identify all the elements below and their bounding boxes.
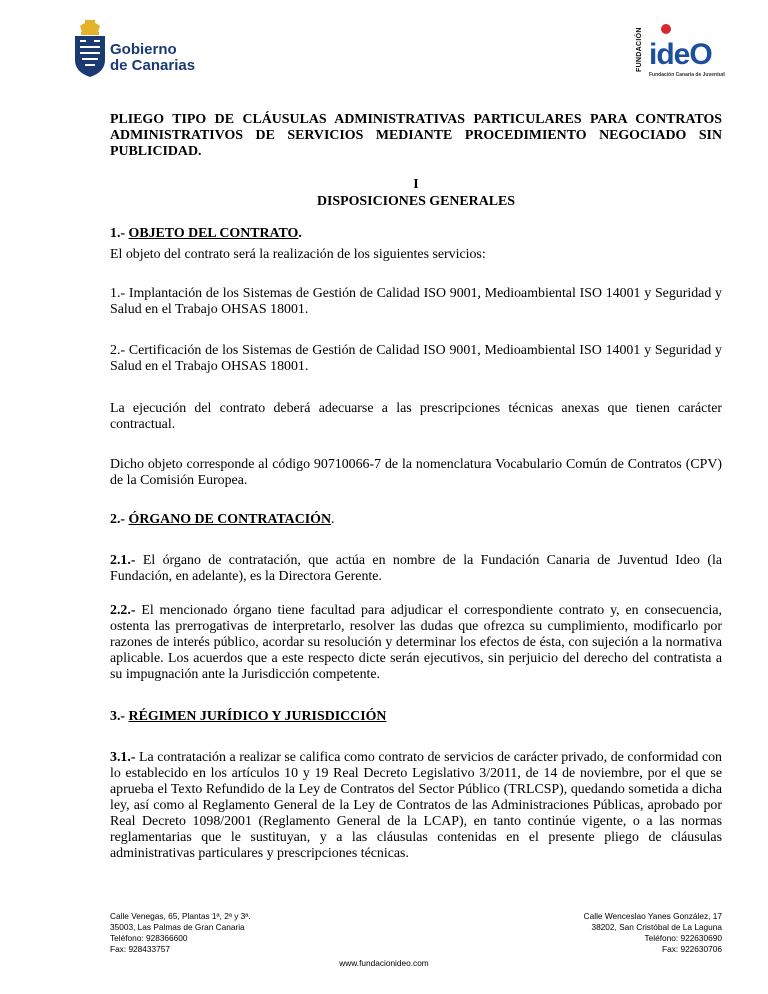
paragraph-2-1 bbox=[110, 553, 722, 585]
ideo-subtitle: Fundación Canaria de Juventud bbox=[649, 72, 725, 78]
document-title: PLIEGO TIPO DE CLÁUSULAS ADMINISTRATIVAS PARTICULARES PARA CONTRATOS ADMINISTRATIVOS DE SERVICIOS MEDIANTE PROCEDIMIENTO NEGOCIADO SIN PUBLICIDAD. bbox=[110, 112, 722, 159]
paragraph-2-2 bbox=[110, 603, 722, 683]
fundacion-ideo-logo bbox=[636, 20, 725, 80]
heading-organo-title: ÓRGANO DE CONTRATACIÓN bbox=[128, 512, 331, 527]
heading-objeto bbox=[110, 226, 722, 242]
gobierno-logo-text bbox=[110, 42, 195, 74]
paragraph-2-1-number: 2.1.- bbox=[110, 553, 136, 568]
heading-organo bbox=[110, 512, 722, 528]
heading-regimen bbox=[110, 709, 722, 725]
paragraph-3-1-text: La contratación a realizar se califica como contrato de servicios de carácter privado, de conformidad con lo establecido en los artículos 10 y 19 Real Decreto Legislativo 3/2011, de 14 de noviembre, por el que se aprueba el Texto Refundido de la Ley de Contratos del Sector Público (TRLCSP), quedando sometida a dicha ley, así como al Reglamento General de la Ley de Contratos de las Administraciones Públicas, aprobado por Real Decreto 1098/2001 (Reglamento General de la LCAP), en tanto continúe vigente, o a las normas reglamentarias que le sustituyan, y a las cláusulas contenidas en el presente pliego de cláusulas administrativas particulares y prescripciones técnicas. bbox=[110, 750, 722, 861]
heading-regimen-title: RÉGIMEN JURÍDICO Y JURISDICCIÓN bbox=[128, 709, 387, 724]
footer-right-line: Teléfono: 922630690 bbox=[644, 933, 722, 943]
section-number: I bbox=[413, 177, 419, 192]
gobierno-line2: de Canarias bbox=[110, 57, 196, 74]
section-title: DISPOSICIONES GENERALES bbox=[316, 194, 515, 209]
fundacion-vertical-text: FUNDACIÓN bbox=[636, 27, 643, 72]
footer-left-line: Calle Venegas, 65, Plantas 1ª, 2ª y 3ª. bbox=[110, 911, 251, 921]
paragraph-implantacion: 1.- Implantación de los Sistemas de Gestión de Calidad ISO 9001, Medioambiental ISO 14001 y Seguridad y Salud en el Trabajo OHSAS 18001. bbox=[110, 286, 722, 317]
paragraph-certificacion: 2.- Certificación de los Sistemas de Gestión de Calidad ISO 9001, Medioambiental ISO 14001 y Seguridad y Salud en el Trabajo OHSAS 18001. bbox=[110, 343, 722, 374]
heading-organo-number: 2.- bbox=[110, 512, 129, 527]
footer-right-line: Fax: 922630706 bbox=[662, 944, 722, 954]
footer-address-right bbox=[584, 911, 722, 955]
footer-website[interactable]: www.fundacionideo.com bbox=[339, 958, 429, 968]
footer-left-line: Fax: 928433757 bbox=[110, 944, 170, 954]
footer-right-line: 38202, San Cristóbal de La Laguna bbox=[591, 922, 722, 932]
heading-regimen-number: 3.- bbox=[110, 709, 129, 724]
paragraph-cpv: Dicho objeto corresponde al código 90710066-7 de la nomenclatura Vocabulario Común de Contratos (CPV) de la Comisión Europea. bbox=[110, 457, 722, 488]
ideo-brand-text: ideO bbox=[649, 38, 712, 71]
heading-objeto-number: 1.- bbox=[110, 226, 129, 241]
heading-objeto-suffix: . bbox=[298, 226, 302, 241]
coat-of-arms-icon bbox=[72, 20, 108, 78]
gobierno-de-canarias-logo bbox=[72, 20, 212, 82]
footer-left-line: 35003, Las Palmas de Gran Canaria bbox=[110, 922, 245, 932]
paragraph-2-2-number: 2.2.- bbox=[110, 603, 136, 618]
paragraph-2-2-text: El mencionado órgano tiene facultad para adjudicar el correspondiente contrato y, en consecuencia, ostenta las prerrogativas de interpretarlo, resolver las dudas que ofrezca su cumplimiento, modificarlo por razones de interés público, acordar su resolución y determinar los efectos de ésta, con sujeción a la normativa aplicable. Los acuerdos que a este respecto dicte serán ejecutivos, sin perjuicio del derecho del contratista a su impugnación ante la Jurisdicción competente. bbox=[110, 603, 722, 682]
heading-organo-suffix: . bbox=[330, 512, 335, 527]
paragraph-ejecucion: La ejecución del contrato deberá adecuarse a las prescripciones técnicas anexas que tienen carácter contractual. bbox=[110, 401, 722, 432]
paragraph-2-1-text: El órgano de contratación, que actúa en nombre de la Fundación Canaria de Juventud Ideo (la Fundación, en adelante), es la Directora Gerente. bbox=[110, 553, 722, 584]
paragraph-objeto-intro: El objeto del contrato será la realización de los siguientes servicios: bbox=[110, 247, 486, 262]
heading-objeto-title: OBJETO DEL CONTRATO bbox=[128, 226, 299, 241]
paragraph-3-1 bbox=[110, 750, 722, 862]
footer-right-line: Calle Wenceslao Yanes González, 17 bbox=[583, 911, 722, 921]
ideo-dot-icon bbox=[661, 24, 671, 34]
footer-address-left bbox=[110, 911, 251, 955]
gobierno-line1: Gobierno bbox=[110, 41, 177, 58]
footer-left-line: Teléfono: 928366600 bbox=[110, 933, 188, 943]
paragraph-3-1-number: 3.1.- bbox=[110, 750, 136, 765]
